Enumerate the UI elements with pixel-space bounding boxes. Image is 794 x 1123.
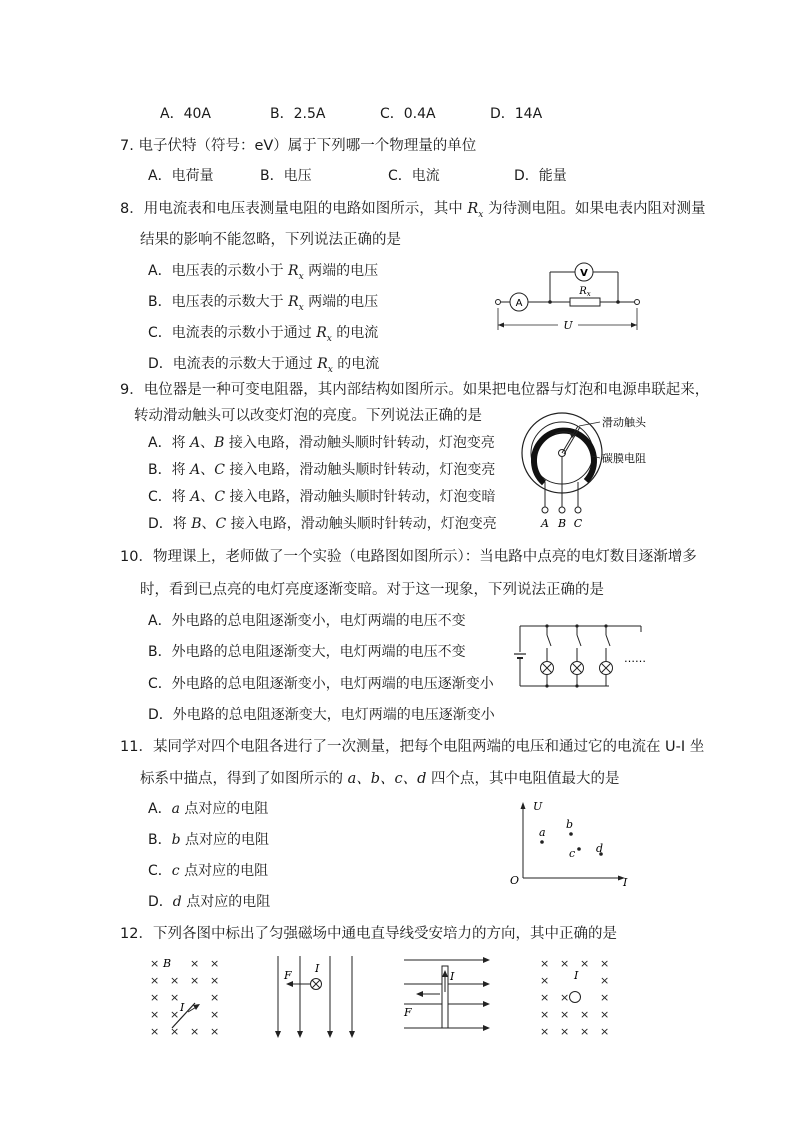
field-cross: × [150,1025,160,1038]
q10-circuit-diagram [505,622,655,692]
field-cross: × [540,991,550,1004]
field-cross: × [190,974,200,987]
q8-option-b: B．电压表的示数大于 $R_x$ 两端的电压 [148,294,379,313]
resistor-icon [570,298,600,306]
q9-stem-line2: 转动滑动触头可以改变灯泡的亮度。下列说法正确的是 [134,408,482,424]
q11-option-c: C．c 点对应的电阻 [148,863,269,879]
terminal-c-label: C [573,517,583,530]
q8-option-a: A．电压表的示数小于 $R_x$ 两端的电压 [148,263,379,282]
q11-option-a: A．a 点对应的电阻 [148,801,269,817]
q8-option-c: C．电流表的示数小于通过 $R_x$ 的电流 [148,325,379,344]
field-cross: × [540,1008,550,1021]
field-cross: × [600,991,610,1004]
more-lamps-ellipsis: …… [624,652,646,665]
field-cross: × [170,991,180,1004]
voltage-label: U [563,319,573,332]
q12-stem: 12．下列各图中标出了匀强磁场中通电直导线受安培力的方向，其中正确的是 [120,926,617,942]
q11-stem: 11．某同学对四个电阻各进行了一次测量，把每个电阻两端的电压和通过它的电流在 U-I 坐 [120,739,705,755]
q11-stem-line2: 标系中描点，得到了如图所示的 a、b、c、d 四个点，其中电阻值最大的是 [140,771,620,787]
field-cross: × [170,1025,180,1038]
q9-option-a: A．将 A、B 接入电路，滑动触头顺时针转动，灯泡变亮 [148,435,495,451]
point-b [569,832,573,836]
field-cross: × [150,1008,160,1021]
carbon-film-label: 碳膜电阻 [602,452,646,465]
terminal-b-label: B [557,517,567,530]
field-cross: × [560,991,570,1004]
q10-option-d: D．外电路的总电阻逐渐变大，电灯两端的电压逐渐变小 [148,707,495,723]
voltmeter-label: V [580,268,588,279]
q11-option-b: B．b 点对应的电阻 [148,832,270,848]
field-cross: × [210,1025,220,1038]
field-cross: × [540,1025,550,1038]
terminal-a-label: A [541,517,549,530]
field-cross: × [210,957,220,970]
q12-figure-b [270,952,360,1040]
field-cross: × [170,974,180,987]
q12-figure-c [400,952,495,1040]
lamp-branch-2 [571,624,584,687]
q8-circuit-diagram [490,258,650,338]
field-cross: × [540,957,550,970]
q9-option-c: C．将 A、C 接入电路，滑动触头顺时针转动，灯泡变暗 [148,489,496,505]
field-cross: × [580,1008,590,1021]
q9-potentiometer-diagram [515,412,695,534]
q10-option-b: B．外电路的总电阻逐渐变大，电灯两端的电压不变 [148,644,466,660]
q11-option-d: D．d 点对应的电阻 [148,894,271,910]
field-cross: × [210,1008,220,1021]
field-cross: × [190,957,200,970]
current-i-label: I [180,1001,185,1014]
lamp-branch-3 [600,624,613,686]
q12-figure-d [535,952,615,1044]
origin-label: O [510,874,520,887]
force-arrow-icon [416,991,423,997]
q8-option-d: D．电流表的示数大于通过 $R_x$ 的电流 [148,356,380,375]
q9-stem: 9．电位器是一种可变电阻器，其内部结构如图所示。如果把电位器与灯泡和电源串联起来， [120,382,710,398]
field-cross: × [170,1008,180,1021]
current-i-label: I [450,970,455,983]
q10-stem: 10．物理课上，老师做了一个实验（电路图如图所示）：当电路中点亮的电灯数目逐渐增多 [120,549,697,565]
point-d-label: d [596,842,604,855]
force-arrow-icon [193,1004,200,1010]
field-cross: × [560,1025,570,1038]
field-cross: × [540,974,550,987]
lamp-branch-1 [541,624,554,687]
q7-option-b: B．电压 [260,168,312,184]
force-f-label: F [404,1006,412,1019]
q8-stem-line2: 结果的影响不能忽略，下列说法正确的是 [140,232,401,248]
field-cross: × [580,1025,590,1038]
field-cross: × [150,957,160,970]
q10-stem-line2: 时，看到已点亮的电灯亮度逐渐变暗。对于这一现象，下列说法正确的是 [140,582,604,598]
magnetic-field-crosses [150,957,219,1038]
field-cross: × [580,957,590,970]
point-a [540,840,544,844]
q7-option-a: A．电荷量 [148,168,214,184]
current-i-label: I [315,962,320,975]
current-i-label: I [574,969,579,982]
field-cross: × [210,991,220,1004]
field-cross: × [560,1008,570,1021]
field-cross: × [560,957,570,970]
q6-option-d: D．14A [490,106,543,122]
field-cross: × [600,974,610,987]
field-cross: × [210,974,220,987]
force-f-label: F [284,969,292,982]
carbon-film-icon [534,431,594,483]
ammeter-label: A [515,298,523,309]
field-cross: × [600,957,610,970]
q7-option-c: C．电流 [388,168,440,184]
q8-stem: 8．用电流表和电压表测量电阻的电路如图所示，其中 $R_x$ 为待测电阻。如果电表内阻对测量 [120,201,706,220]
q6-option-b: B．2.5A [270,106,326,122]
q7-stem: 7. 电子伏特（符号：eV）属于下列哪一个物理量的单位 [120,138,477,154]
q10-option-a: A．外电路的总电阻逐渐变小，电灯两端的电压不变 [148,613,466,629]
point-c [577,847,581,851]
q6-option-a: A．40A [160,106,211,122]
point-b-label: b [566,818,574,831]
point-c-label: c [569,847,576,860]
q10-option-c: C．外电路的总电阻逐渐变小，电灯两端的电压逐渐变小 [148,676,494,692]
u-axis-label: U [533,800,543,813]
field-b-label: B [163,957,172,970]
field-cross: × [150,974,160,987]
point-a-label: a [539,826,546,839]
q7-option-d: D．能量 [514,168,567,184]
q12-figure-a [140,952,232,1044]
q11-ui-plot [505,798,635,890]
field-cross: × [600,1008,610,1021]
q9-option-b: B．将 A、C 接入电路，滑动触头顺时针转动，灯泡变亮 [148,462,496,478]
q9-option-d: D．将 B、C 接入电路，滑动触头顺时针转动，灯泡变亮 [148,516,497,532]
i-axis-label: I [623,876,628,889]
field-cross: × [150,991,160,1004]
field-cross: × [600,1025,610,1038]
resistor-label: $R_x$ [579,286,591,298]
wire-out-of-page-icon [570,992,581,1003]
q6-option-c: C．0.4A [380,106,436,122]
slider-label: 滑动触头 [602,416,646,429]
field-cross: × [190,1025,200,1038]
